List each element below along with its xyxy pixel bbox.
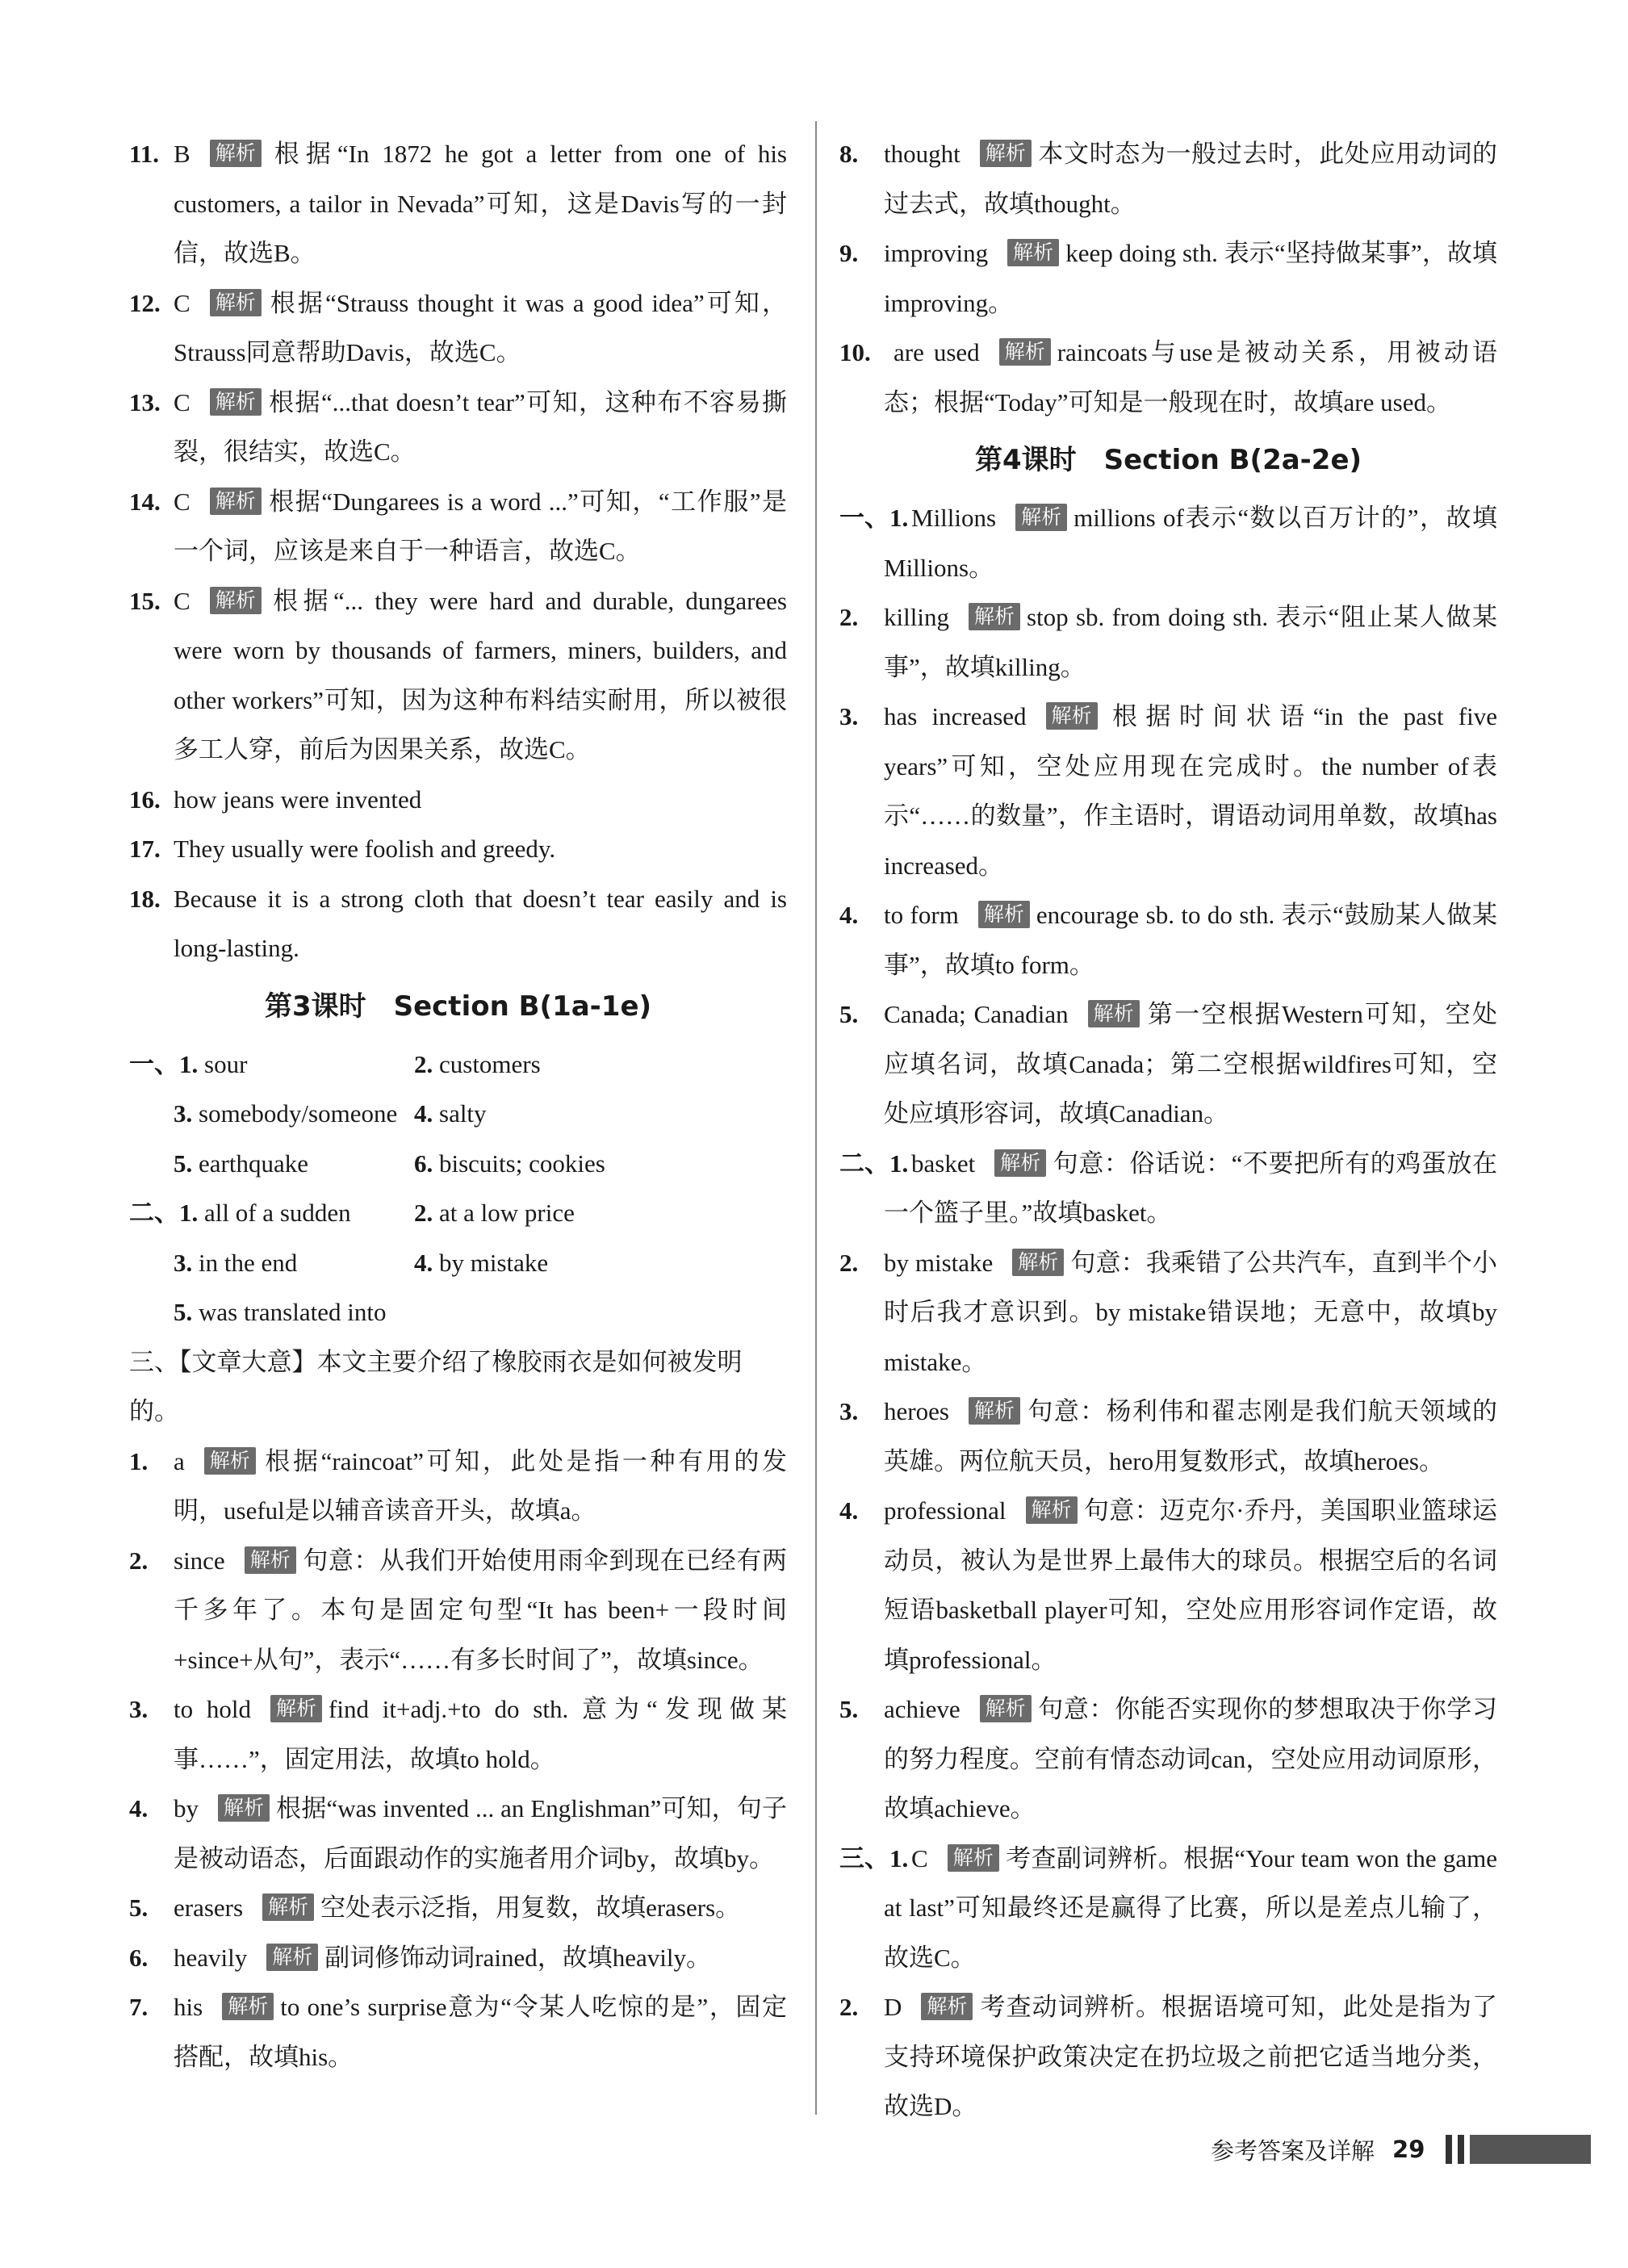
- analysis-tag: 解析: [210, 388, 262, 416]
- analysis-tag: 解析: [270, 1695, 322, 1722]
- answer-item: 7. his 解析 to one’s surprise意为“令某人吃惊的是”，固定搭配，故填his。: [129, 1993, 787, 2071]
- list-item: 3. in the end: [174, 1248, 298, 1277]
- footer-bar: [1446, 2135, 1452, 2164]
- analysis-tag: 解析: [980, 140, 1032, 167]
- answer-item: 5. achieve 解析 句意：你能否实现你的梦想取决于你学习的努力程度。空前有情态动词can，空处应用动词原形，故填achieve。: [839, 1695, 1497, 1822]
- lesson-4-heading: 第4课时 Section B(2a-2e): [974, 444, 1362, 476]
- answer-item: 13. C 解析 根据“...that doesn’t tear”可知，这种布不容易撕裂，很结实，故选C。: [129, 387, 787, 466]
- left-column: [129, 129, 787, 2082]
- analysis-tag: 解析: [969, 1397, 1020, 1425]
- part-2-phrases: [129, 1188, 787, 1337]
- answer-item: 14. C 解析 根据“Dungarees is a word ...”可知，“工作服”是一个词，应该是来自于一种语言，故选C。: [129, 487, 787, 565]
- footer-label: 参考答案及详解: [1211, 2136, 1375, 2165]
- answer-item: 11. B 解析 根据“In 1872 he got a letter from one of his customers, a tailor in Nevada”可知，这是Davis写的一封信，故选B。: [129, 140, 787, 267]
- list-item: 4. by mistake: [414, 1248, 549, 1277]
- page-number: 29: [1392, 2136, 1425, 2163]
- answer-item: 8. thought 解析 本文时态为一般过去时，此处应用动词的过去式，故填thought。: [839, 140, 1497, 218]
- footer-bars-decoration: [1446, 2135, 1591, 2164]
- answer-item: 5. erasers 解析 空处表示泛指，用复数，故填erasers。: [129, 1893, 741, 1922]
- answer-item: 5. Canada; Canadian 解析 第一空根据Western可知，空处应填名词，故填Canada；第二空根据wildfires可知，空处应填形容词，故填Canadian。: [839, 1000, 1497, 1128]
- analysis-tag: 解析: [204, 1447, 256, 1475]
- analysis-tag: 解析: [218, 1794, 270, 1822]
- analysis-tag: 解析: [210, 587, 262, 614]
- article-summary: 三、【文章大意】本文主要介绍了橡胶雨衣是如何被发明的。: [129, 1347, 743, 1425]
- answer-item: 10. are used 解析 raincoats与use是被动关系，用被动语态；根据“Today”可知是一般现在时，故填are used。: [839, 338, 1498, 416]
- analysis-tag: 解析: [978, 901, 1030, 928]
- list-item: 二、1. all of a sudden: [129, 1199, 351, 1227]
- answer-item: 17. They usually were foolish and greedy.: [129, 835, 556, 863]
- list-item: 3. somebody/someone: [174, 1099, 398, 1128]
- analysis-tag: 解析: [1026, 1496, 1078, 1524]
- analysis-tag: 解析: [210, 289, 262, 316]
- list-item: 一、1. sour: [129, 1049, 248, 1078]
- right-column: [839, 129, 1497, 2132]
- analysis-tag: 解析: [245, 1546, 296, 1574]
- column-divider: [815, 121, 817, 2115]
- answer-item: 6. heavily 解析 副词修饰动词rained，故填heavily。: [129, 1943, 711, 1972]
- analysis-tag: 解析: [948, 1844, 999, 1872]
- analysis-tag: 解析: [262, 1893, 314, 1921]
- answer-item: 9. improving 解析 keep doing sth. 表示“坚持做某事”，故填improving。: [839, 239, 1497, 317]
- answer-item: 4. to form 解析 encourage sb. to do sth. 表示“鼓励某人做某事”，故填to form。: [839, 901, 1497, 979]
- list-item: 2. at a low price: [414, 1199, 575, 1227]
- answer-item: 18. Because it is a strong cloth that doesn’t tear easily and is long-lasting.: [129, 884, 787, 962]
- answer-item: 2. D 解析 考查动词辨析。根据语境可知，此处是指为了支持环境保护政策决定在扔垃圾之前把它适当地分类，故选D。: [839, 1993, 1497, 2120]
- answer-item: 4. by 解析 根据“was invented ... an Englishman”可知，句子是被动语态，后面跟动作的实施者用介词by，故填by。: [129, 1794, 787, 1873]
- analysis-tag: 解析: [210, 487, 262, 515]
- analysis-tag: 解析: [1015, 504, 1067, 531]
- answer-item: 一、1. Millions 解析 millions of表示“数以百万计的”，故填Millions。: [839, 504, 1497, 582]
- footer-bar: [1458, 2135, 1464, 2164]
- list-item: 6. biscuits; cookies: [414, 1149, 605, 1178]
- answer-item: 12. C 解析 根据“Strauss thought it was a good idea”可知，Strauss同意帮助Davis，故选C。: [129, 288, 787, 366]
- analysis-tag: 解析: [921, 1993, 973, 2020]
- lesson-3-heading: 第3课时 Section B(1a-1e): [264, 990, 652, 1023]
- answer-item: 3. heroes 解析 句意：杨利伟和翟志刚是我们航天领域的英雄。两位航天员，hero用复数形式，故填heroes。: [839, 1397, 1497, 1475]
- part-1-words: [129, 1040, 787, 1189]
- page-footer: [1211, 2129, 1591, 2170]
- footer-bar-long: [1470, 2135, 1591, 2164]
- analysis-tag: 解析: [980, 1695, 1032, 1722]
- answer-item: 2. since 解析 句意：从我们开始使用雨伞到现在已经有两千多年了。本句是固定句型“It has been+一段时间+since+从句”，表示“……有多长时间了”，故填since。: [129, 1546, 787, 1674]
- answer-item: 3. has increased 解析 根据时间状语“in the past five years”可知，空处应用现在完成时。the number of表示“……的数量”，作主语时，谓语动词用单数，故填has increased。: [839, 702, 1497, 880]
- answer-item: 2. killing 解析 stop sb. from doing sth. 表示“阻止某人做某事”，故填killing。: [839, 603, 1497, 681]
- analysis-tag: 解析: [222, 1993, 274, 2020]
- analysis-tag: 解析: [1012, 1249, 1064, 1276]
- analysis-tag: 解析: [969, 603, 1020, 630]
- answer-item: 三、1. C 解析 考查副词辨析。根据“Your team won the game at last”可知最终还是赢得了比赛，所以是差点儿输了，故选C。: [839, 1843, 1497, 1972]
- analysis-tag: 解析: [999, 338, 1051, 366]
- analysis-tag: 解析: [1007, 239, 1059, 266]
- answer-item: 4. professional 解析 句意：迈克尔·乔丹，美国职业篮球运动员，被认为是世界上最伟大的球员。根据空后的名词短语basketball player可知，空处应用形容词作定语，故填professional。: [839, 1496, 1497, 1674]
- analysis-tag: 解析: [210, 140, 262, 167]
- analysis-tag: 解析: [1046, 702, 1098, 730]
- answer-item: 二、1. basket 解析 句意：俗话说：“不要把所有的鸡蛋放在一个篮子里。”故填basket。: [839, 1149, 1497, 1227]
- answer-item: 1. a 解析 根据“raincoat”可知，此处是指一种有用的发明，useful是以辅音读音开头，故填a。: [129, 1446, 787, 1525]
- answer-item: 2. by mistake 解析 句意：我乘错了公共汽车，直到半个小时后我才意识到。by mistake错误地；无意中，故填by mistake。: [839, 1248, 1498, 1376]
- answer-item: 15. C 解析 根据“... they were hard and durable, dungarees were worn by thousands of farmers, miners, builders, and other workers”可知，因为这种布料结实耐用，所以被很多工人穿，前后为因果关系，故选C。: [129, 586, 787, 764]
- analysis-tag: 解析: [1088, 1000, 1140, 1027]
- analysis-tag: 解析: [266, 1944, 318, 1971]
- list-item: 4. salty: [414, 1099, 487, 1128]
- answer-item: 16. how jeans were invented: [129, 785, 422, 814]
- analysis-tag: 解析: [994, 1149, 1046, 1177]
- list-item: 5. earthquake: [174, 1149, 308, 1178]
- list-item: 2. customers: [414, 1049, 541, 1078]
- list-item: 5. was translated into: [174, 1298, 387, 1326]
- answer-item: 3. to hold 解析 find it+adj.+to do sth. 意为“发现做某事……”，固定用法，故填to hold。: [129, 1695, 787, 1773]
